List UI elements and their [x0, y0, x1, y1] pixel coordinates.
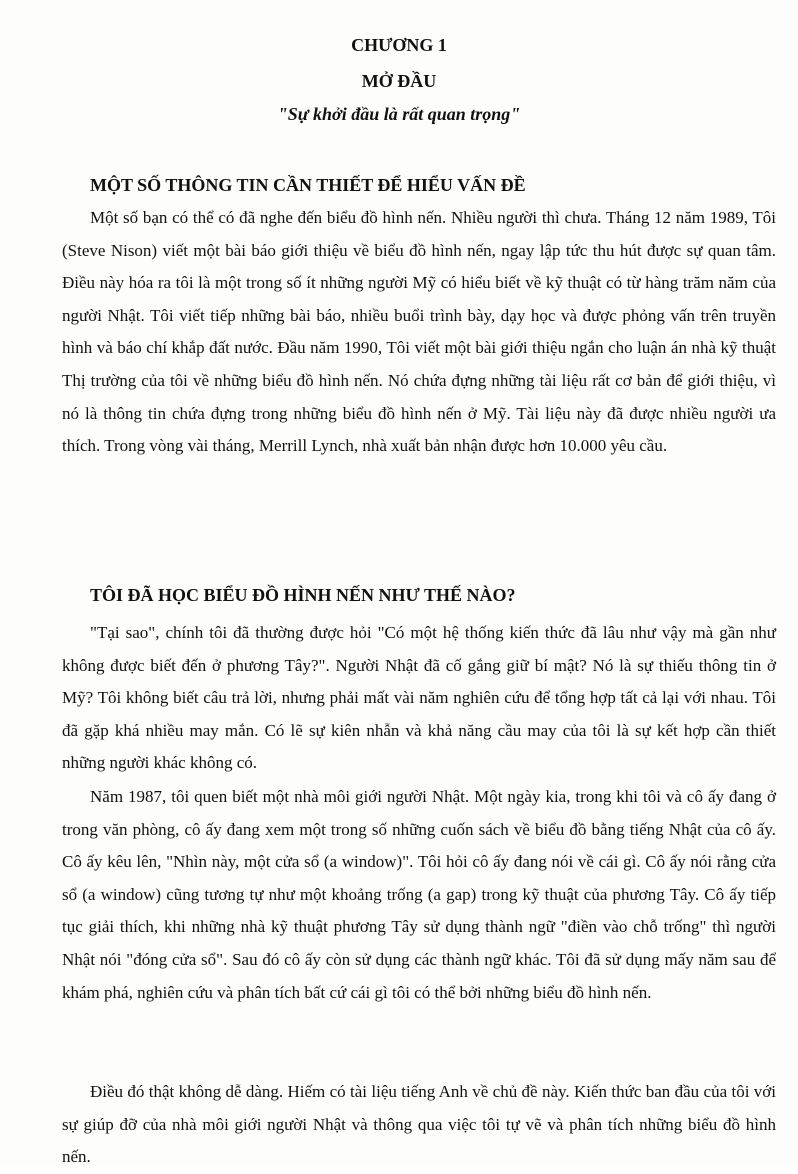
chapter-title: MỞ ĐẦU [361, 71, 437, 91]
section-heading-how-i-learned: TÔI ĐÃ HỌC BIỂU ĐỒ HÌNH NẾN NHƯ THẾ NÀO? [90, 585, 516, 605]
section-heading-background-info: MỘT SỐ THÔNG TIN CẦN THIẾT ĐỂ HIỂU VẤN ĐỀ [90, 175, 526, 195]
section-paragraph: Điều đó thật không dễ dàng. Hiếm có tài liệu tiếng Anh về chủ đề này. Kiến thức ban đầu của tôi với sự giúp đỡ của nhà môi giới người Nhật và thông qua việc tôi tự vẽ và phân tích những biểu đồ hình nến. [62, 1082, 776, 1167]
section-paragraph: Một số bạn có thể có đã nghe đến biểu đồ hình nến. Nhiều người thì chưa. Tháng 12 năm 1989, Tôi (Steve Nison) viết một bài báo giới thiệu về biểu đồ hình nến, ngay lập tức thu hút được sự quan tâm. Điều này hóa ra tôi là một trong số ít những người Mỹ có hiểu biết về kỹ thuật có từ hàng trăm năm của người Nhật. Tôi viết tiếp những bài báo, nhiều buổi trình bày, dạy học và được phỏng vấn trên truyền hình và báo chí khắp đất nước. Đầu năm 1990, Tôi viết một bài giới thiệu ngắn cho luận án nhà kỹ thuật Thị trường của tôi về những biểu đồ hình nến. Nó chứa đựng những tài liệu rất cơ bản để giới thiệu, vì nó là thông tin chứa đựng trong những biểu đồ hình nến ở Mỹ. Tài liệu này đã được nhiều người ưa thích. Trong vòng vài tháng, Merrill Lynch, nhà xuất bản nhận được hơn 10.000 yêu cầu. [62, 208, 776, 456]
chapter-epigraph: "Sự khởi đầu là rất quan trọng" [277, 104, 521, 124]
chapter-label: CHƯƠNG 1 [351, 35, 447, 55]
section-paragraph: Năm 1987, tôi quen biết một nhà môi giới người Nhật. Một ngày kia, trong khi tôi và cô ấy đang ở trong văn phòng, cô ấy đang xem một trong số những cuốn sách về biểu đồ bằng tiếng Nhật của cô ấy. Cô ấy kêu lên, "Nhìn này, một cửa sổ (a window)". Tôi hỏi cô ấy đang nói về cái gì. Cô ấy nói rằng cửa sổ (a window) cũng tương tự như một khoảng trống (a gap) trong kỹ thuật của phương Tây. Cô ấy tiếp tục giải thích, khi những nhà kỹ thuật phương Tây sử dụng thành ngữ "điền vào chỗ trống" thì người Nhật nói "đóng cửa sổ". Sau đó cô ấy còn sử dụng các thành ngữ khác. Tôi đã sử dụng mấy năm sau để khám phá, nghiên cứu và phân tích bất cứ cái gì tôi có thể bởi những biểu đồ hình nến. [62, 787, 776, 1002]
section-paragraph: "Tại sao", chính tôi đã thường được hỏi "Có một hệ thống kiến thức đã lâu như vậy mà gần như không được biết đến ở phương Tây?". Người Nhật đã cố gắng giữ bí mật? Nó là sự thiếu thông tin ở Mỹ? Tôi không biết câu trả lời, nhưng phải mất vài năm nghiên cứu để tổng hợp tất cả lại với nhau. Tôi đã gặp khá nhiều may mắn. Có lẽ sự kiên nhẫn và khả năng cầu may của tôi là sự kết hợp cần thiết những người khác không có. [62, 623, 776, 773]
